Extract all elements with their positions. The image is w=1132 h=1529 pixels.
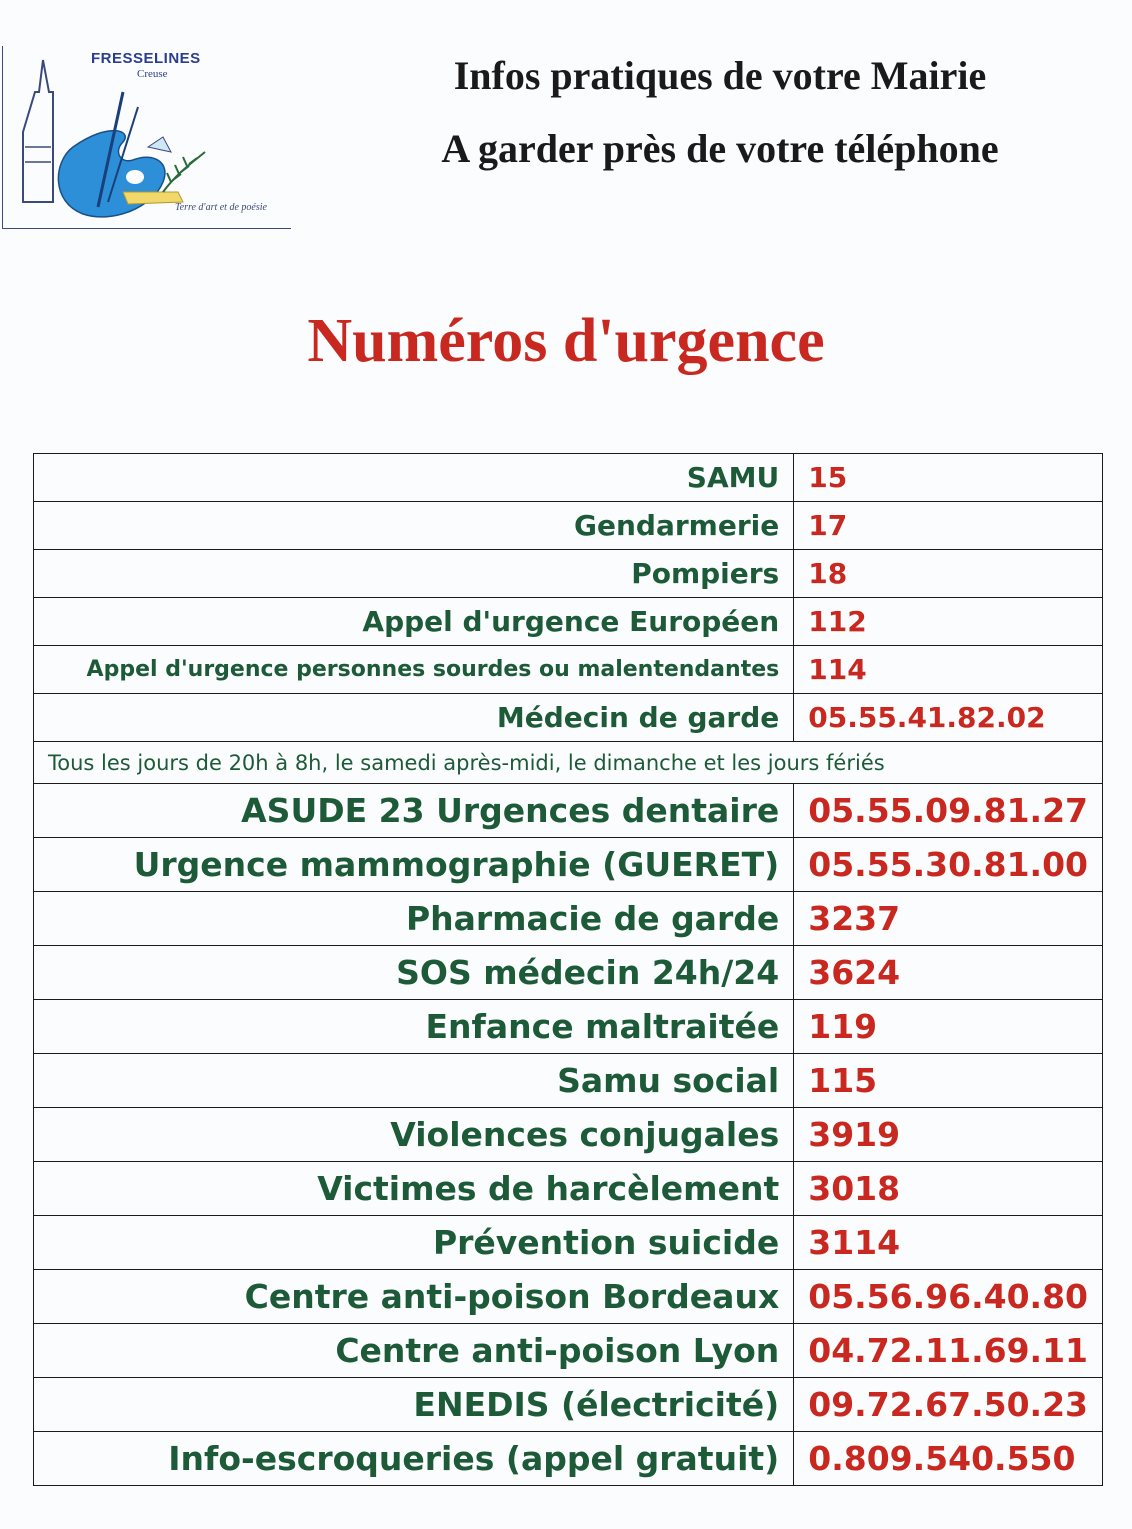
service-name: Pharmacie de garde (34, 892, 794, 946)
table-row (34, 1216, 1103, 1270)
header-line-1: Infos pratiques de votre Mairie (453, 53, 987, 98)
table-row (34, 550, 1103, 598)
table-row (34, 1378, 1103, 1432)
service-name: Centre anti-poison Lyon (34, 1324, 794, 1378)
table-row (34, 1432, 1103, 1486)
phone-number: 05.55.30.81.00 (794, 838, 1103, 892)
municipality-logo (2, 46, 291, 229)
phone-number: 119 (794, 1000, 1103, 1054)
service-name: Appel d'urgence Européen (34, 598, 794, 646)
service-name: SAMU (34, 454, 794, 502)
table-row (34, 784, 1103, 838)
header-line-2: A garder près de votre téléphone (441, 126, 999, 171)
table-row (34, 1000, 1103, 1054)
service-name: Urgence mammographie (GUERET) (34, 838, 794, 892)
table-row (34, 598, 1103, 646)
phone-number: 3624 (794, 946, 1103, 1000)
phone-number: 18 (794, 550, 1103, 598)
service-name: Gendarmerie (34, 502, 794, 550)
hours-note: Tous les jours de 20h à 8h, le samedi après-midi, le dimanche et les jours fériés (34, 742, 1103, 784)
table-row (34, 694, 1103, 742)
phone-number: 115 (794, 1054, 1103, 1108)
service-name: Pompiers (34, 550, 794, 598)
phone-number: 3114 (794, 1216, 1103, 1270)
page-title: Numéros d'urgence (307, 307, 825, 375)
phone-number: 3919 (794, 1108, 1103, 1162)
service-name: Appel d'urgence personnes sourdes ou malentendantes (34, 646, 794, 694)
table-row (34, 1324, 1103, 1378)
service-name: Centre anti-poison Bordeaux (34, 1270, 794, 1324)
phone-number: 0.809.540.550 (794, 1432, 1103, 1486)
logo-region: Creuse (137, 68, 168, 80)
logo-tagline: Terre d'art et de poésie (175, 202, 267, 213)
logo-name: FRESSELINES (91, 50, 201, 67)
phone-number: 05.56.96.40.80 (794, 1270, 1103, 1324)
service-name: Info-escroqueries (appel gratuit) (34, 1432, 794, 1486)
palette-church-icon (13, 52, 213, 222)
phone-number: 3018 (794, 1162, 1103, 1216)
table-row (34, 892, 1103, 946)
table-row (34, 946, 1103, 1000)
table-row (34, 1162, 1103, 1216)
phone-number: 09.72.67.50.23 (794, 1378, 1103, 1432)
phone-number: 04.72.11.69.11 (794, 1324, 1103, 1378)
phone-number: 05.55.41.82.02 (794, 694, 1103, 742)
service-name: Victimes de harcèlement (34, 1162, 794, 1216)
table-row (34, 1108, 1103, 1162)
service-name: ASUDE 23 Urgences dentaire (34, 784, 794, 838)
phone-number: 15 (794, 454, 1103, 502)
service-name: Enfance maltraitée (34, 1000, 794, 1054)
emergency-numbers-table (33, 453, 1103, 1486)
service-name: Samu social (34, 1054, 794, 1108)
table-row (34, 454, 1103, 502)
table-row (34, 838, 1103, 892)
service-name: Médecin de garde (34, 694, 794, 742)
table-row (34, 1054, 1103, 1108)
phone-number: 3237 (794, 892, 1103, 946)
table-row (34, 1270, 1103, 1324)
table-row-note (34, 742, 1103, 784)
service-name: SOS médecin 24h/24 (34, 946, 794, 1000)
service-name: Prévention suicide (34, 1216, 794, 1270)
service-name: ENEDIS (électricité) (34, 1378, 794, 1432)
table-row (34, 502, 1103, 550)
table-row (34, 646, 1103, 694)
phone-number: 112 (794, 598, 1103, 646)
phone-number: 05.55.09.81.27 (794, 784, 1103, 838)
phone-number: 114 (794, 646, 1103, 694)
phone-number: 17 (794, 502, 1103, 550)
service-name: Violences conjugales (34, 1108, 794, 1162)
